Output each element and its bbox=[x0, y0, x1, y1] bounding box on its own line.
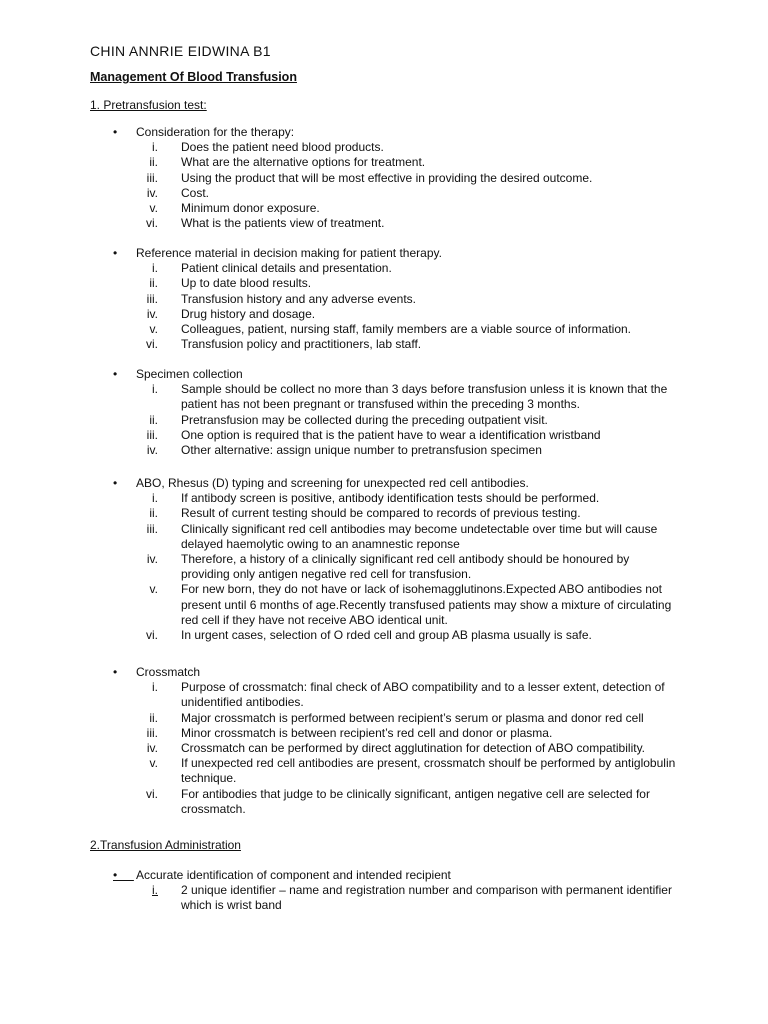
bullet-icon: • bbox=[113, 246, 118, 260]
list-item: ii. Up to date blood results. bbox=[149, 276, 312, 291]
bullet-text: Crossmatch bbox=[136, 665, 201, 679]
list-item: i. Patient clinical details and presentation. bbox=[152, 261, 392, 276]
bullet-identification bbox=[0, 868, 768, 914]
bullet-abo-rhesus bbox=[0, 476, 768, 643]
bullet-icon: • bbox=[113, 476, 118, 490]
list-item: vi. What is the patients view of treatment. bbox=[146, 216, 385, 231]
section-heading-pretransfusion: 1. Pretransfusion test: bbox=[90, 98, 207, 112]
bullet-crossmatch bbox=[0, 665, 768, 817]
list-item: iii. Minor crossmatch is between recipient’s red cell and donor or plasma. bbox=[146, 725, 553, 740]
bullet-reference-material bbox=[0, 246, 768, 352]
bullet-icon: • bbox=[113, 367, 118, 381]
list-item: ii. Result of current testing should be compared to records of previous testing. bbox=[149, 506, 581, 521]
list-item: v. Colleagues, patient, nursing staff, family members are a viable source of information. bbox=[149, 322, 631, 336]
bullet-text: Specimen collection bbox=[136, 367, 243, 381]
list-item: i. Does the patient need blood products. bbox=[152, 140, 384, 155]
list-item: iv. Cost. bbox=[146, 185, 210, 200]
list-item: ii. Major crossmatch is performed between recipient’s serum or plasma and donor red cell bbox=[149, 710, 644, 725]
section-heading-administration: 2.Transfusion Administration bbox=[90, 838, 241, 852]
bullet-text: Reference material in decision making for patient therapy. bbox=[136, 246, 442, 260]
list-item: vi. In urgent cases, selection of O rded cell and group AB plasma usually is safe. bbox=[146, 628, 592, 643]
bullet-text: Accurate identification of component and intended recipient bbox=[136, 868, 451, 882]
bullet-specimen-collection bbox=[0, 367, 768, 458]
list-item: i. If antibody screen is positive, antibody identification tests should be performed. bbox=[152, 491, 600, 506]
list-item: iii. Transfusion history and any adverse events. bbox=[146, 291, 417, 306]
list-item: i. 2 unique identifier – name and registration number and comparison with permanent identifier which is wrist band bbox=[152, 883, 672, 913]
bullet-icon: • bbox=[113, 665, 118, 679]
list-item: i. Sample should be collect no more than 3 days before transfusion unless it is known that the patient has not been pregnant or transfused within the preceding 3 months. bbox=[152, 382, 668, 412]
list-item: iv. Crossmatch can be performed by direct agglutination for detection of ABO compatibility. bbox=[146, 741, 646, 755]
document-title: Management Of Blood Transfusion bbox=[90, 70, 297, 84]
bullet-text: Consideration for the therapy: bbox=[136, 125, 295, 139]
list-item: vi. Transfusion policy and practitioners, lab staff. bbox=[146, 337, 422, 352]
bullet-icon: • bbox=[113, 125, 118, 139]
list-item: iv. Other alternative: assign unique number to pretransfusion specimen bbox=[146, 443, 542, 457]
list-item: v. Minimum donor exposure. bbox=[149, 201, 320, 215]
list-item: iv. Drug history and dosage. bbox=[146, 306, 316, 321]
list-item: v. If unexpected red cell antibodies are present, crossmatch shoulf be performed by antiglobulin technique. bbox=[149, 756, 676, 786]
list-item: ii. What are the alternative options for treatment. bbox=[149, 155, 426, 170]
list-item: iii. Using the product that will be most effective in providing the desired outcome. bbox=[146, 170, 593, 185]
list-item: iii. One option is required that is the patient have to wear a identification wristband bbox=[146, 427, 601, 442]
author-name: CHIN ANNRIE EIDWINA B1 bbox=[90, 43, 271, 59]
bullet-icon: • bbox=[113, 868, 134, 882]
list-item: iv. Therefore, a history of a clinically significant red cell antibody should be honoured by providing only antigen negative red cell for transfusion. bbox=[146, 552, 630, 582]
list-item: iii. Clinically significant red cell antibodies may become undetectable over time but will cause delayed haemolytic owing to an anamnestic reponse bbox=[146, 521, 658, 551]
list-item: vi. For antibodies that judge to be clinically significant, antigen negative cell are selected for crossmatch. bbox=[146, 786, 650, 816]
bullet-text: ABO, Rhesus (D) typing and screening for unexpected red cell antibodies. bbox=[136, 476, 529, 490]
bullet-consideration bbox=[0, 125, 768, 231]
list-item: v. For new born, they do not have or lack of isohemagglutinons.Expected ABO antibodies not present until 6 months of age.Recently transfused patients may show a mixture of circulating red cell if they have not receive ABO identical unit. bbox=[149, 582, 672, 627]
list-item: ii. Pretransfusion may be collected during the preceding outpatient visit. bbox=[149, 412, 548, 427]
list-item: i. Purpose of crossmatch: final check of ABO compatibility and to a lesser extent, detection of unidentified antibodies. bbox=[152, 680, 665, 710]
